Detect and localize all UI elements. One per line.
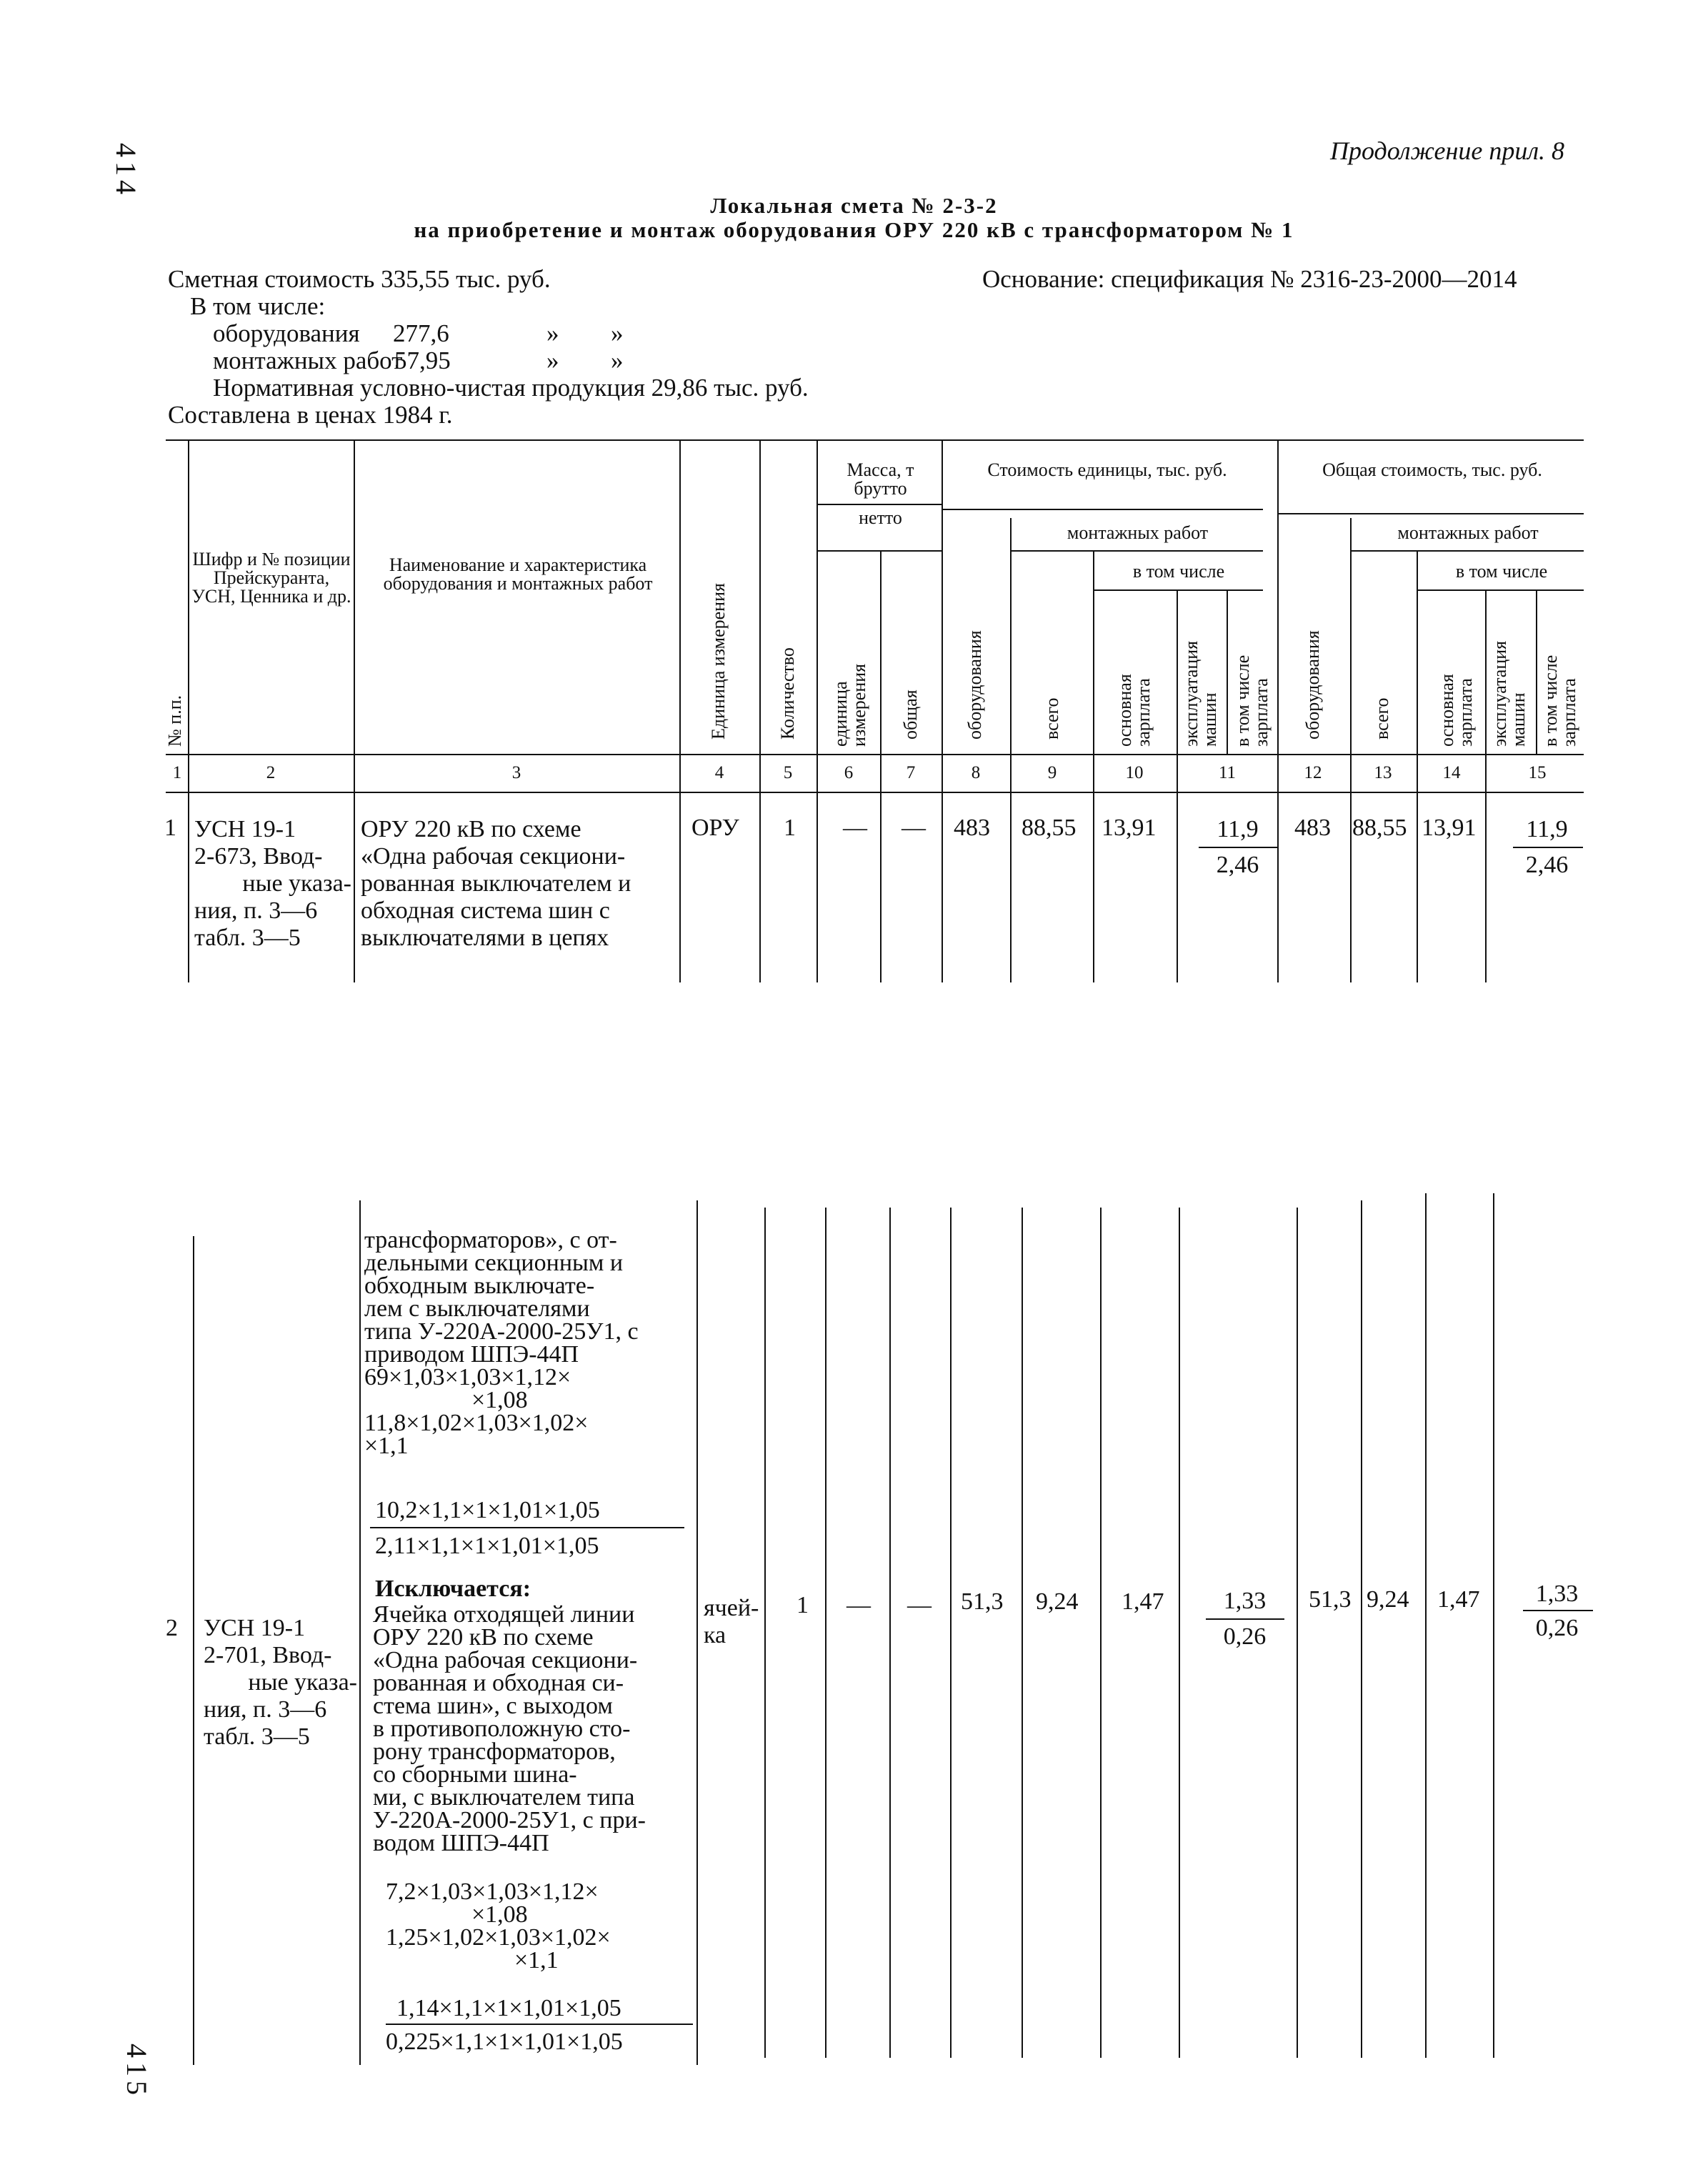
- col-number: 13: [1374, 763, 1392, 782]
- row2-total-all: 9,24: [1367, 1586, 1409, 1613]
- row2-salary: 1,47: [1122, 1588, 1164, 1615]
- basis: Основание: спецификация № 2316-23-2000—2014: [982, 265, 1517, 293]
- title-line-2: на приобретение и монтаж оборудования ОРУ 220 кВ с трансформатором № 1: [414, 217, 1294, 242]
- row2-mass-unit: —: [846, 1592, 871, 1618]
- header-total-salary: основная зарплата: [1437, 674, 1476, 747]
- row1-machines-salary: 2,46: [1216, 852, 1259, 878]
- row1-salary: 13,91: [1102, 815, 1157, 841]
- col-divider: [1536, 589, 1537, 754]
- col-number: 5: [783, 763, 793, 782]
- col-number: 15: [1528, 763, 1547, 782]
- equipment-value: 277,6: [393, 319, 449, 347]
- header-no: № п.п.: [164, 695, 185, 747]
- header-installation: монтажных работ: [1067, 522, 1209, 543]
- col-divider: [1361, 1200, 1362, 2058]
- row2-total-machines: 1,33: [1535, 1581, 1579, 1607]
- col-divider: [679, 439, 681, 982]
- row1-machines: 11,9: [1217, 816, 1259, 842]
- page-number-left: 414: [110, 143, 142, 199]
- header-salary: основная зарплата: [1114, 674, 1154, 747]
- row2-no: 2: [166, 1615, 178, 1641]
- col-number: 1: [172, 763, 182, 782]
- col-divider: [950, 1208, 952, 2058]
- col-divider: [193, 1236, 194, 2065]
- row1-no: 1: [164, 815, 176, 841]
- excluded-heading: Исключается:: [375, 1576, 531, 1602]
- header-total-cost: Общая стоимость, тыс. руб.: [1322, 459, 1542, 480]
- header-mass-unit: единица измерения: [830, 663, 869, 747]
- row2-machines: 1,33: [1223, 1588, 1267, 1614]
- row2-fraction-bar: [1206, 1618, 1284, 1620]
- ditto-mark: »: [546, 319, 559, 347]
- col-divider: [889, 1208, 891, 2058]
- row2-calc-numerator: 1,14×1,1×1×1,01×1,05: [396, 1995, 621, 2021]
- row2-calc: 7,2×1,03×1,03×1,12× ×1,08 1,25×1,02×1,03×1,02× ×1,1: [386, 1878, 611, 1974]
- col-number: 14: [1442, 763, 1461, 782]
- header-total-machines-salary: в том числе зарплата: [1540, 655, 1579, 747]
- installation-value: 57,95: [394, 347, 451, 374]
- row2-machines-salary: 0,26: [1223, 1623, 1267, 1650]
- header-incl-total: в том числе: [1455, 561, 1548, 582]
- installation-label: монтажных работ: [213, 347, 403, 374]
- row1-total-machines: 11,9: [1526, 816, 1568, 842]
- group-rule: [1277, 513, 1584, 514]
- header-all: всего: [1042, 697, 1062, 740]
- col-divider: [1425, 1193, 1427, 2058]
- col-divider: [359, 1200, 361, 2065]
- row1-equip: 483: [954, 815, 990, 841]
- header-name: Наименование и характеристика оборудования и монтажных работ: [383, 554, 653, 594]
- group-rule: [1093, 589, 1263, 591]
- col-divider: [1493, 1193, 1494, 2058]
- header-qty: Количество: [777, 647, 798, 740]
- row2-total-machines-salary: 0,26: [1535, 1615, 1579, 1641]
- prices-year: Составлена в ценах 1984 г.: [168, 401, 453, 429]
- col-number: 6: [844, 763, 854, 782]
- col-number: 11: [1218, 763, 1237, 782]
- row1-calc-denominator: 2,11×1,1×1×1,01×1,05: [375, 1533, 599, 1559]
- header-mass: Масса, т брутто: [846, 459, 914, 499]
- header-total-machines: эксплуатация машин: [1489, 640, 1529, 747]
- row2-total-fraction-bar: [1523, 1610, 1593, 1611]
- col-number: 3: [511, 763, 521, 782]
- header-installation-total: монтажных работ: [1397, 522, 1539, 543]
- row2-all: 9,24: [1036, 1588, 1079, 1615]
- header-code: Шифр и № позиции Прейскуранта, УСН, Ценника и др.: [191, 549, 351, 607]
- col-divider: [825, 1208, 826, 2058]
- header-total-all: всего: [1372, 697, 1392, 740]
- group-rule: [816, 550, 942, 552]
- ditto-mark: »: [611, 319, 624, 347]
- col-divider: [816, 439, 818, 982]
- row1-mass-total: —: [902, 815, 926, 841]
- col-divider: [1179, 1208, 1180, 2058]
- row1-name-continued: трансформаторов», с от- дельными секционным и обходным выключате- лем с выключателями типа У-220А-2000-25У1, с приводом ШПЭ-44П: [364, 1227, 639, 1368]
- row1-unit: ОРУ: [691, 815, 739, 841]
- row1-fraction-bar: [1199, 847, 1277, 848]
- group-rule: [816, 504, 942, 505]
- title-line-1: Локальная смета № 2-3-2: [710, 193, 998, 218]
- row1-total-equip: 483: [1294, 815, 1331, 841]
- col-divider: [1177, 589, 1178, 982]
- col-divider: [188, 439, 189, 982]
- header-incl: в том числе: [1132, 561, 1225, 582]
- row2-name: Ячейка отходящей линии ОРУ 220 кВ по схеме «Одна рабочая секциони- рованная и обходная си- стема шин», с выходом в противоположную сто- рону трансформаторов, со сборными шина- ми, с выключателем типа У-220А-2000-25У1, с при- водом ШПЭ-44П: [373, 1601, 646, 1856]
- group-rule: [1010, 550, 1263, 552]
- row1-calc-bar: [370, 1527, 684, 1528]
- header-machines-salary: в том числе зарплата: [1232, 655, 1272, 747]
- col-divider: [1227, 589, 1228, 754]
- row2-total-salary: 1,47: [1437, 1586, 1480, 1613]
- ditto-mark: »: [611, 347, 624, 374]
- row2-calc-denominator: 0,225×1,1×1×1,01×1,05: [386, 2029, 623, 2055]
- row1-mass-unit: —: [843, 815, 867, 841]
- col-number: 2: [266, 763, 276, 782]
- col-divider: [1010, 518, 1012, 982]
- col-divider: [764, 1208, 766, 2058]
- net-product: Нормативная условно-чистая продукция 29,86 тыс. руб.: [213, 374, 809, 402]
- row2-equip: 51,3: [961, 1588, 1004, 1615]
- numbers-bottom-rule: [166, 792, 1584, 793]
- col-divider: [1022, 1208, 1023, 2058]
- col-divider: [1100, 1208, 1102, 2058]
- ditto-mark: »: [546, 347, 559, 374]
- col-number: 8: [971, 763, 981, 782]
- row2-calc-bar: [386, 2024, 693, 2025]
- col-divider: [1350, 518, 1352, 982]
- col-divider: [354, 439, 355, 982]
- col-number: 7: [906, 763, 916, 782]
- group-rule: [942, 509, 1263, 510]
- col-number: 12: [1304, 763, 1322, 782]
- table-top-rule: [166, 439, 1584, 441]
- row1-total-all: 88,55: [1352, 815, 1407, 841]
- equipment-label: оборудования: [213, 319, 360, 347]
- col-divider: [1297, 1208, 1298, 2058]
- header-equipment: оборудования: [964, 630, 985, 740]
- header-mass-total: общая: [900, 690, 921, 740]
- header-total-equipment: оборудования: [1302, 630, 1323, 740]
- row1-code: УСН 19-1 2-673, Ввод- ные указа- ния, п. 3—6 табл. 3—5: [194, 816, 351, 951]
- row1-all: 88,55: [1022, 815, 1077, 841]
- col-number: 9: [1047, 763, 1057, 782]
- col-number: 10: [1125, 763, 1144, 782]
- col-divider: [696, 1200, 698, 2065]
- row2-unit: ячей- ка: [704, 1595, 759, 1648]
- row1-total-salary: 13,91: [1422, 815, 1477, 841]
- row1-qty: 1: [784, 815, 796, 841]
- row2-mass-total: —: [907, 1592, 932, 1618]
- row1-calc: 69×1,03×1,03×1,12× ×1,08 11,8×1,02×1,03×1,02× ×1,1: [364, 1364, 589, 1459]
- col-divider: [942, 439, 943, 982]
- header-netto: нетто: [859, 507, 902, 528]
- estimated-cost: Сметная стоимость 335,55 тыс. руб.: [168, 265, 551, 293]
- col-divider: [1485, 589, 1487, 982]
- header-bottom-rule: [166, 754, 1584, 755]
- col-number: 4: [714, 763, 724, 782]
- row1-name: ОРУ 220 кВ по схеме «Одна рабочая секциони- рованная выключателем и обходная система шин с выключателями в цепях: [361, 816, 631, 951]
- header-unit-cost: Стоимость единицы, тыс. руб.: [987, 459, 1227, 480]
- row2-code: УСН 19-1 2-701, Ввод- ные указа- ния, п. 3—6 табл. 3—5: [204, 1615, 357, 1750]
- col-divider: [759, 439, 761, 982]
- row1-total-machines-salary: 2,46: [1525, 852, 1569, 878]
- row2-total-equip: 51,3: [1309, 1586, 1352, 1613]
- col-divider: [1417, 550, 1418, 982]
- group-rule: [1350, 550, 1584, 552]
- col-divider: [880, 550, 882, 982]
- including: В том числе:: [190, 292, 326, 320]
- header-machines: эксплуатация машин: [1181, 640, 1220, 747]
- continuation-note: Продолжение прил. 8: [1330, 136, 1565, 165]
- row1-total-fraction-bar: [1513, 847, 1583, 848]
- group-rule: [1417, 589, 1584, 591]
- page-number-bottom: 415: [121, 2044, 153, 2099]
- header-unit: Единица измерения: [708, 583, 729, 740]
- col-divider: [1093, 550, 1094, 982]
- col-divider: [1277, 439, 1279, 982]
- row2-qty: 1: [796, 1592, 809, 1618]
- row1-calc-numerator: 10,2×1,1×1×1,01×1,05: [375, 1497, 600, 1523]
